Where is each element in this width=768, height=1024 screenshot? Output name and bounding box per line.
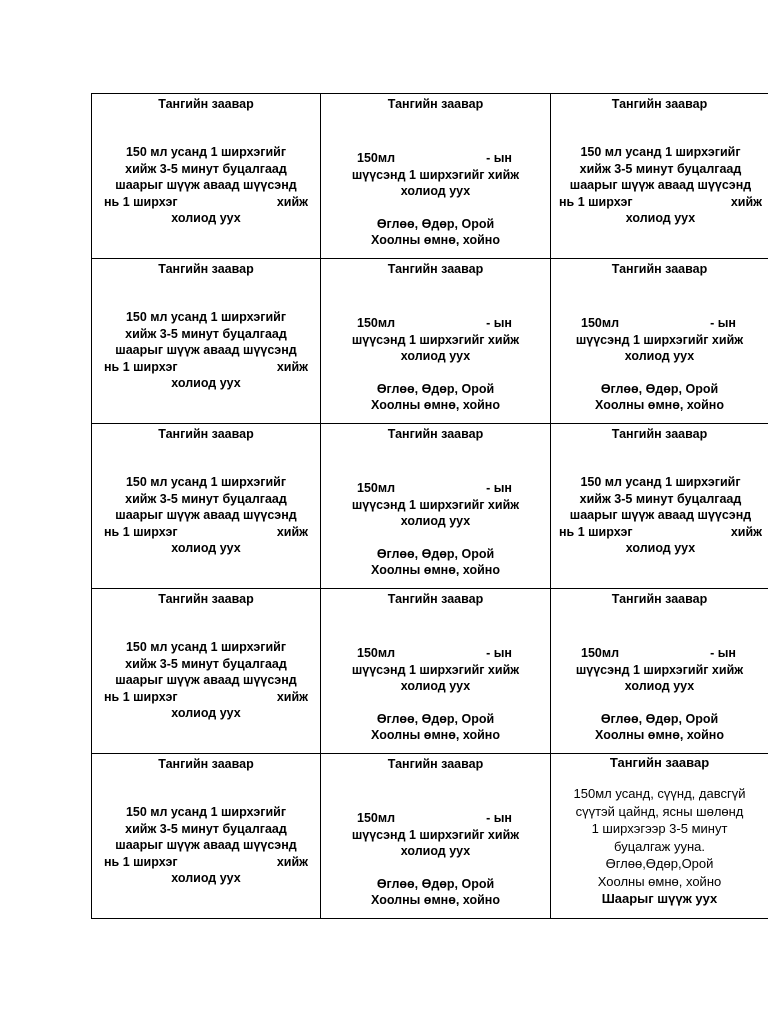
label-title: Тангийн заавар [387, 97, 484, 111]
label-cell [321, 589, 551, 754]
label-cell [551, 589, 768, 754]
label-title: Тангийн заавар [158, 757, 254, 771]
instructions-b: 150мл - ын шүүсэнд 1 ширхэгийг хийж холиод уух Өглөө, Өдөр, Орой Хоолны өмнө, хойно [351, 811, 520, 907]
instructions-b: 150мл - ын шүүсэнд 1 ширхэгийг хийж холиод уух Өглөө, Өдөр, Орой Хоолны өмнө, хойно [575, 316, 744, 412]
label-grid [91, 93, 768, 919]
label-cell [92, 589, 321, 754]
label-title: Тангийн заавар [387, 427, 484, 441]
instructions-b: 150мл - ын шүүсэнд 1 ширхэгийг хийж холиод уух Өглөө, Өдөр, Орой Хоолны өмнө, хойно [575, 646, 744, 742]
label-title: Тангийн заавар [387, 592, 484, 606]
instructions-a: 150 мл усанд 1 ширхэгийг хийж 3-5 минут буцалгаад шаарыг шүүж аваад шүүсэнд нь 1 ширхэг хийж холиод уух [104, 640, 308, 720]
label-cell [92, 754, 321, 919]
instructions-a: 150 мл усанд 1 ширхэгийг хийж 3-5 минут буцалгаад шаарыг шүүж аваад шүүсэнд нь 1 ширхэг хийж холиод уух [559, 475, 762, 555]
instructions-final: 150мл усанд, сүүнд, давсгүй сүүтэй цайнд, ясны шөлөнд 1 ширхэгээр 3-5 минут буцалгаж ууна. Өглөө,Өдөр,Орой Хоолны өмнө, хойно Шаарыг шүүж уух [555, 785, 764, 908]
instructions-a: 150 мл усанд 1 ширхэгийг хийж 3-5 минут буцалгаад шаарыг шүүж аваад шүүсэнд нь 1 ширхэг хийж холиод уух [104, 475, 308, 555]
instructions-b: 150мл - ын шүүсэнд 1 ширхэгийг хийж холиод уух Өглөө, Өдөр, Орой Хоолны өмнө, хойно [351, 151, 520, 247]
label-title: Тангийн заавар [387, 262, 484, 276]
instructions-b: 150мл - ын шүүсэнд 1 ширхэгийг хийж холиод уух Өглөө, Өдөр, Орой Хоолны өмнө, хойно [351, 316, 520, 412]
label-cell [321, 259, 551, 424]
instructions-a: 150 мл усанд 1 ширхэгийг хийж 3-5 минут буцалгаад шаарыг шүүж аваад шүүсэнд нь 1 ширхэг хийж холиод уух [104, 145, 308, 225]
label-title: Тангийн заавар [611, 262, 708, 276]
label-cell-final [551, 754, 768, 919]
label-cell [551, 94, 768, 259]
instructions-b: 150мл - ын шүүсэнд 1 ширхэгийг хийж холиод уух Өглөө, Өдөр, Орой Хоолны өмнө, хойно [351, 481, 520, 577]
label-title: Тангийн заавар [158, 97, 254, 111]
label-title: Тангийн заавар [387, 757, 484, 771]
label-cell [551, 259, 768, 424]
label-title: Тангийн заавар [611, 592, 708, 606]
label-cell [321, 424, 551, 589]
label-cell [321, 754, 551, 919]
label-cell [551, 424, 768, 589]
label-cell [321, 94, 551, 259]
instructions-b: 150мл - ын шүүсэнд 1 ширхэгийг хийж холиод уух Өглөө, Өдөр, Орой Хоолны өмнө, хойно [351, 646, 520, 742]
label-title: Тангийн заавар [158, 592, 254, 606]
label-title: Тангийн заавар [611, 97, 708, 111]
instructions-a: 150 мл усанд 1 ширхэгийг хийж 3-5 минут буцалгаад шаарыг шүүж аваад шүүсэнд нь 1 ширхэг хийж холиод уух [104, 310, 308, 390]
label-cell [92, 424, 321, 589]
label-title: Тангийн заавар [611, 427, 708, 441]
label-cell [92, 94, 321, 259]
label-title: Тангийн заавар [158, 427, 254, 441]
label-title: Тангийн заавар [609, 755, 710, 770]
label-cell [92, 259, 321, 424]
instructions-a: 150 мл усанд 1 ширхэгийг хийж 3-5 минут буцалгаад шаарыг шүүж аваад шүүсэнд нь 1 ширхэг хийж холиод уух [104, 805, 308, 885]
instructions-a: 150 мл усанд 1 ширхэгийг хийж 3-5 минут буцалгаад шаарыг шүүж аваад шүүсэнд нь 1 ширхэг хийж холиод уух [559, 145, 762, 225]
label-title: Тангийн заавар [158, 262, 254, 276]
strain-note: Шаарыг шүүж уух [601, 891, 718, 906]
